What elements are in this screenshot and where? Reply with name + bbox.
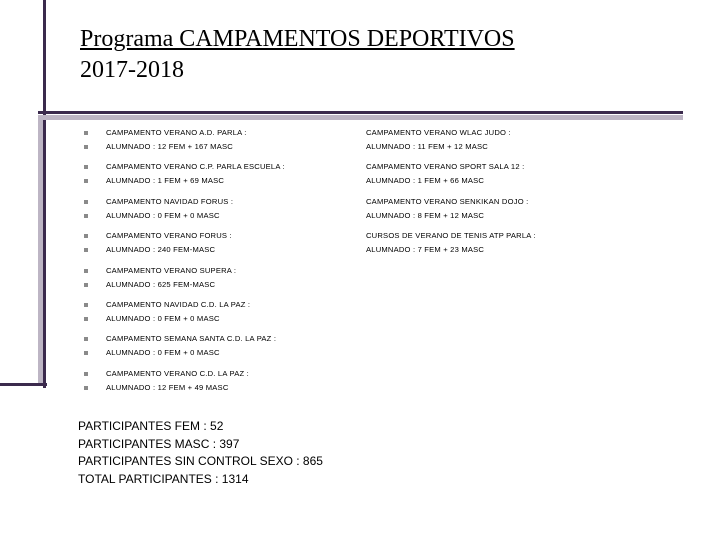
item-name: CAMPAMENTO NAVIDAD FORUS :	[106, 196, 234, 206]
bullet-icon	[84, 248, 88, 252]
item-count: ALUMNADO : 625 FEM-MASC	[106, 279, 216, 289]
item-count: ALUMNADO : 12 FEM + 167 MASC	[106, 142, 233, 151]
decorative-bottom-rule	[0, 383, 47, 386]
list-item	[84, 160, 354, 194]
bullet-icon	[84, 337, 88, 341]
page-title	[80, 24, 515, 86]
item-count: ALUMNADO : 1 FEM + 66 MASC	[366, 176, 485, 186]
item-count: ALUMNADO : 8 FEM + 12 MASC	[366, 210, 485, 220]
item-name: CAMPAMENTO SEMANA SANTA C.D. LA PAZ :	[106, 334, 277, 344]
list-item	[344, 229, 704, 263]
list-item	[344, 160, 704, 194]
summary-masc: PARTICIPANTES MASC : 397	[78, 436, 240, 451]
list-item	[84, 298, 354, 332]
list-item	[84, 195, 354, 229]
list-item	[344, 126, 704, 160]
bullet-icon	[84, 269, 88, 273]
bullet-icon	[84, 214, 88, 218]
summary-fem: PARTICIPANTES FEM : 52	[78, 419, 224, 433]
bullet-icon	[84, 303, 88, 307]
bullet-icon	[84, 234, 88, 238]
item-count: ALUMNADO : 7 FEM + 23 MASC	[366, 245, 485, 255]
decorative-side-bar	[43, 0, 46, 388]
summary-sin-control: PARTICIPANTES SIN CONTROL SEXO : 865	[78, 454, 323, 468]
bullet-icon	[84, 386, 88, 390]
bullet-icon	[84, 372, 88, 376]
item-count: ALUMNADO : 0 FEM + 0 MASC	[106, 348, 220, 358]
item-name: CAMPAMENTO VERANO C.D. LA PAZ :	[106, 368, 249, 378]
list-item	[84, 332, 354, 366]
item-count: ALUMNADO : 0 FEM + 0 MASC	[106, 210, 220, 220]
item-count: ALUMNADO : 1 FEM + 69 MASC	[106, 176, 225, 186]
decorative-title-rule-light	[38, 115, 683, 120]
bullet-icon	[84, 317, 88, 321]
item-count: ALUMNADO : 11 FEM + 12 MASC	[366, 142, 488, 151]
item-name: CAMPAMENTO VERANO SUPERA :	[106, 265, 237, 275]
bullet-icon	[84, 200, 88, 204]
item-name: CAMPAMENTO VERANO FORUS :	[106, 231, 232, 241]
title-line-2: 2017-2018	[80, 57, 184, 83]
item-name: CAMPAMENTO NAVIDAD C.D. LA PAZ :	[106, 299, 251, 309]
bullet-icon	[84, 351, 88, 355]
item-count: ALUMNADO : 240 FEM-MASC	[106, 245, 216, 255]
list-item	[84, 229, 354, 263]
bullet-icon	[84, 179, 88, 183]
decorative-title-rule	[38, 111, 683, 114]
right-item-list	[344, 126, 704, 264]
list-item	[344, 195, 704, 229]
item-count: ALUMNADO : 0 FEM + 0 MASC	[106, 313, 220, 323]
item-name: CAMPAMENTO VERANO C.P. PARLA ESCUELA :	[106, 162, 285, 172]
item-name: CAMPAMENTO VERANO SENKIKAN DOJO :	[366, 196, 529, 206]
bullet-icon	[84, 283, 88, 287]
left-item-list	[84, 126, 354, 401]
item-name: CAMPAMENTO VERANO SPORT SALA 12 :	[366, 162, 525, 172]
item-name: CURSOS DE VERANO DE TENIS ATP PARLA :	[366, 231, 536, 241]
bullet-icon	[84, 131, 88, 135]
summary-total: TOTAL PARTICIPANTES : 1314	[78, 471, 249, 486]
item-count: ALUMNADO : 12 FEM + 49 MASC	[106, 382, 229, 392]
item-name: CAMPAMENTO VERANO A.D. PARLA :	[106, 128, 247, 137]
item-name: CAMPAMENTO VERANO WLAC JUDO :	[366, 128, 511, 137]
list-item	[84, 367, 354, 401]
bullet-icon	[84, 165, 88, 169]
participants-summary	[78, 418, 323, 488]
bullet-icon	[84, 145, 88, 149]
list-item	[84, 264, 354, 298]
list-item	[84, 126, 354, 160]
title-line-1: Programa CAMPAMENTOS DEPORTIVOS	[80, 26, 515, 52]
